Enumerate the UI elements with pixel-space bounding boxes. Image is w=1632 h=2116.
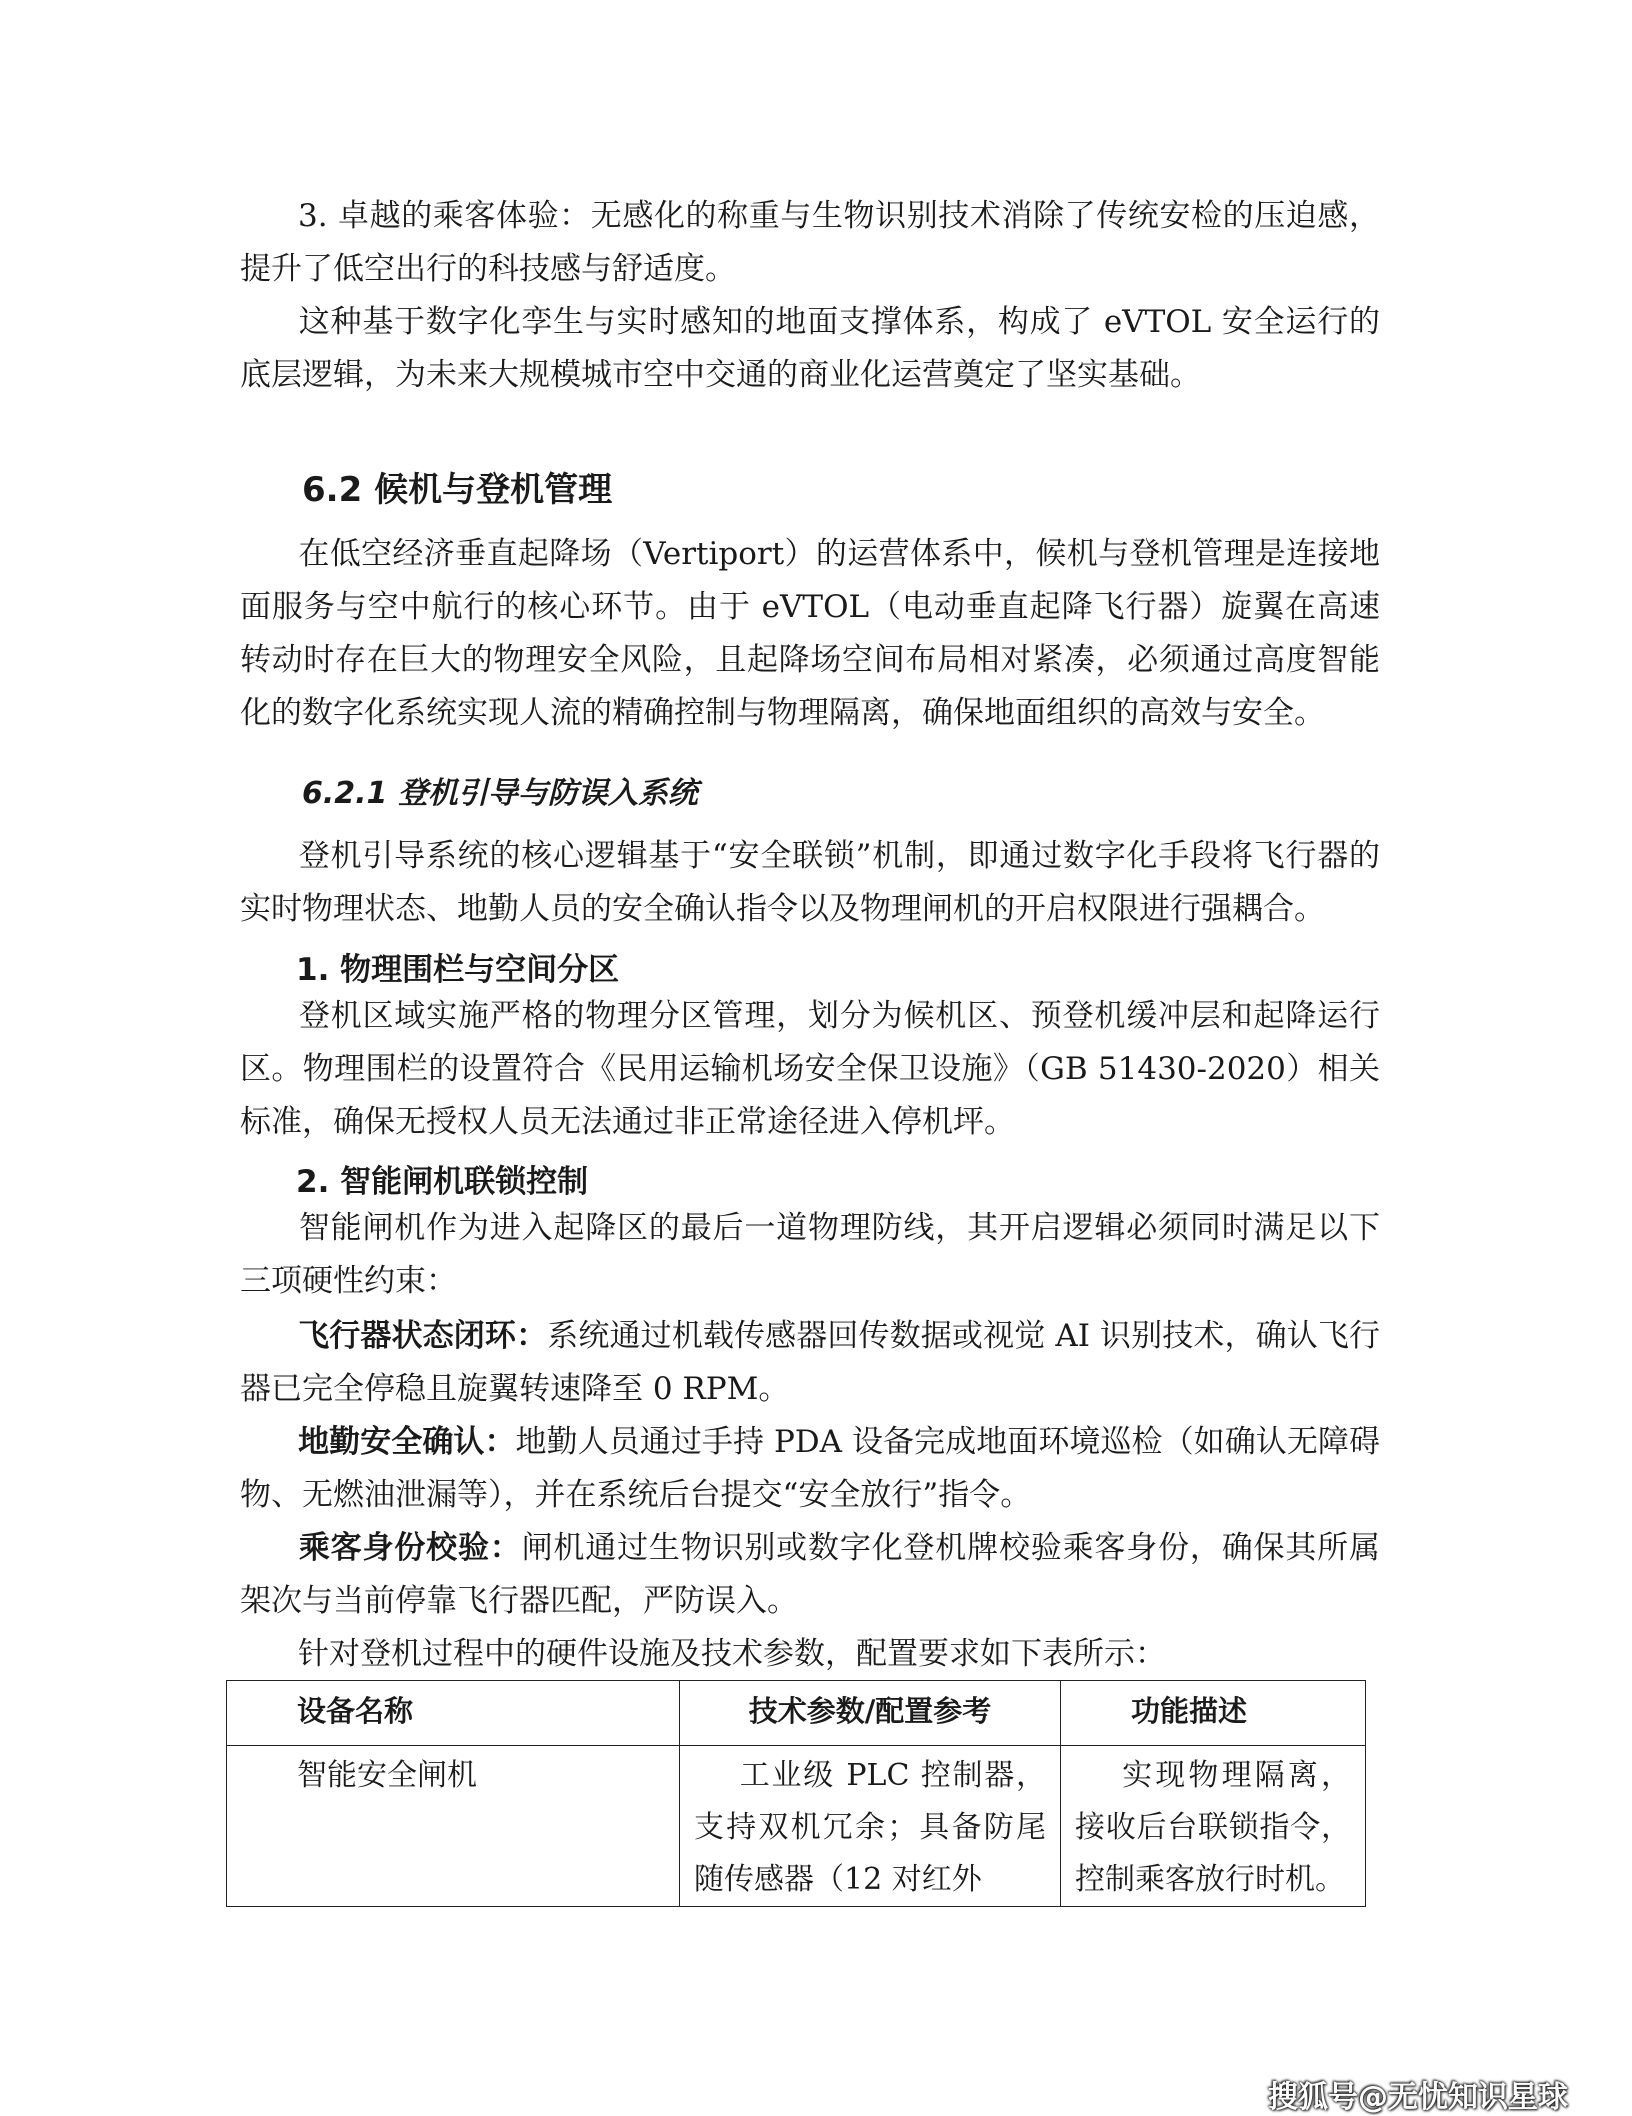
table-cell-function: 实现物理隔离，接收后台联锁指令，控制乘客放行时机。 bbox=[1061, 1746, 1366, 1907]
table-header-cell: 技术参数/配置参考 bbox=[680, 1681, 1061, 1746]
constraint-passenger-id: 乘客身份校验：闸机通过生物识别或数字化登机牌校验乘客身份，确保其所属架次与当前停靠飞行器匹配，严防误入。 bbox=[240, 1530, 1381, 1619]
list-item-2-title: 2. 智能闸机联锁控制 bbox=[296, 1164, 589, 1200]
constraint-label: 地勤安全确认： bbox=[298, 1424, 516, 1460]
table-intro: 针对登机过程中的硬件设施及技术参数，配置要求如下表所示： bbox=[298, 1636, 1166, 1672]
section-heading-6-2: 6.2 候机与登机管理 bbox=[302, 470, 613, 510]
table-cell-tech-params: 工业级 PLC 控制器，支持双机冗余；具备防尾随传感器（12 对红外 bbox=[680, 1746, 1061, 1907]
watermark: 搜狐号@无忧知识星球 bbox=[1268, 2080, 1568, 2115]
table-header-cell: 功能描述 bbox=[1061, 1681, 1366, 1746]
intro-item-3: 3. 卓越的乘客体验：无感化的称重与生物识别技术消除了传统安检的压迫感，提升了低空出行的科技感与舒适度。 bbox=[240, 198, 1380, 287]
list-item-1-title: 1. 物理围栏与空间分区 bbox=[296, 952, 620, 988]
section-6-2-1-paragraph: 登机引导系统的核心逻辑基于“安全联锁”机制，即通过数字化手段将飞行器的实时物理状态、地勤人员的安全确认指令以及物理闸机的开启权限进行强耦合。 bbox=[240, 838, 1380, 927]
constraint-aircraft-state: 飞行器状态闭环：系统通过机载传感器回传数据或视觉 AI 识别技术，确认飞行器已完全停稳且旋翼转速降至 0 RPM。 bbox=[240, 1318, 1381, 1407]
section-6-2-paragraph: 在低空经济垂直起降场（Vertiport）的运营体系中，候机与登机管理是连接地面服务与空中航行的核心环节。由于 eVTOL（电动垂直起降飞行器）旋翼在高速转动时存在巨大的物理安全风险，且起降场空间布局相对紧凑，必须通过高度智能化的数字化系统实现人流的精确控制与物理隔离，确保地面组织的高效与安全。 bbox=[240, 536, 1380, 731]
constraint-label: 乘客身份校验： bbox=[298, 1530, 522, 1566]
table-header-row bbox=[227, 1681, 1366, 1746]
table-cell-device-name: 智能安全闸机 bbox=[227, 1746, 680, 1907]
section-heading-6-2-1: 6.2.1 登机引导与防误入系统 bbox=[302, 776, 698, 811]
intro-summary: 这种基于数字化孪生与实时感知的地面支撑体系，构成了 eVTOL 安全运行的底层逻辑，为未来大规模城市空中交通的商业化运营奠定了坚实基础。 bbox=[240, 304, 1380, 393]
equipment-table bbox=[226, 1680, 1366, 1907]
constraint-ground-crew: 地勤安全确认：地勤人员通过手持 PDA 设备完成地面环境巡检（如确认无障碍物、无燃油泄漏等），并在系统后台提交“安全放行”指令。 bbox=[240, 1424, 1380, 1513]
table-header-cell: 设备名称 bbox=[227, 1681, 680, 1746]
list-item-2-text: 智能闸机作为进入起降区的最后一道物理防线，其开启逻辑必须同时满足以下三项硬性约束： bbox=[240, 1210, 1380, 1299]
constraint-label: 飞行器状态闭环： bbox=[298, 1318, 548, 1354]
table-row bbox=[227, 1746, 1366, 1907]
list-item-1-text: 登机区域实施严格的物理分区管理，划分为候机区、预登机缓冲层和起降运行区。物理围栏的设置符合《民用运输机场安全保卫设施》（GB 51430-2020）相关标准，确保无授权人员无法通过非正常途径进入停机坪。 bbox=[240, 998, 1380, 1140]
